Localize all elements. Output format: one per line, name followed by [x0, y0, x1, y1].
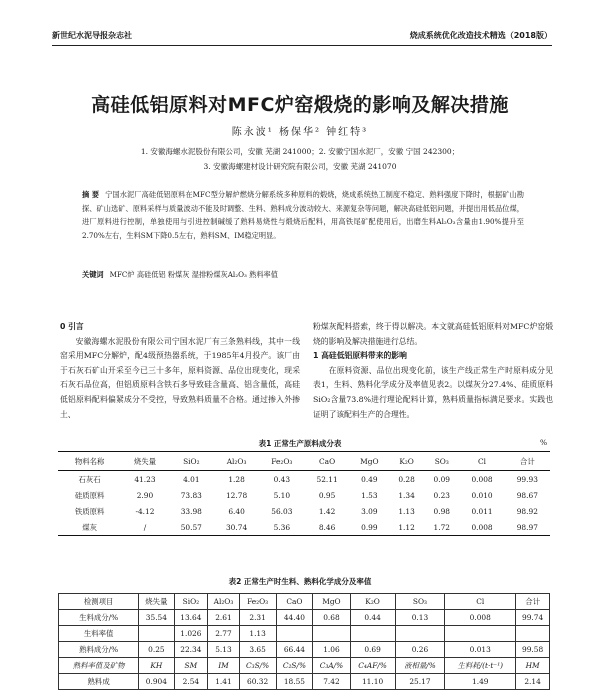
table2-cell: 生料成分/% — [59, 610, 139, 626]
table2-cell: 5.13 — [208, 642, 239, 658]
table1-cell: 0.95 — [318, 490, 336, 500]
table2-cell: 0.69 — [350, 642, 395, 658]
table1-cell: 99.93 — [516, 474, 538, 484]
table1-cell: 0.008 — [471, 522, 493, 532]
table1-cell: 0.98 — [433, 506, 451, 516]
table2-header-cell: 烧失量 — [139, 594, 174, 610]
table2-header-cell: CaO — [276, 594, 313, 610]
table1-cell: 铁质原料 — [74, 506, 105, 516]
table1-cell: 1.53 — [361, 490, 378, 500]
collection-name: 烧成系统优化改造技术精选（2018版） — [409, 31, 552, 40]
table1-row — [58, 519, 550, 536]
table2-cell: 1.13 — [239, 626, 276, 642]
table1-row — [58, 503, 550, 519]
table1-cell: 8.46 — [318, 522, 336, 532]
table1-unit: % — [540, 438, 548, 447]
table2-cell: 0.13 — [395, 610, 445, 626]
table2-header-cell: SO₃ — [395, 594, 445, 610]
table2-subheader-cell: 液相量/% — [395, 658, 445, 674]
table2-cell: 66.44 — [276, 642, 313, 658]
table2-cell: 2.14 — [516, 674, 550, 690]
table2-cell: 35.54 — [139, 610, 174, 626]
table1-header-cell: Cl — [459, 452, 504, 471]
table2-subheader-cell: C₄AF/% — [350, 658, 395, 674]
keywords-label: 关键词 — [82, 270, 104, 279]
table2-cell: 1.49 — [445, 674, 516, 690]
table2-cell: 0.904 — [139, 674, 174, 690]
table1-header-cell: 合计 — [505, 452, 550, 471]
table1-cell: 煤灰 — [82, 522, 98, 532]
table1-cell: 52.11 — [316, 474, 338, 484]
table2-subheader-row — [59, 658, 550, 674]
table1-cell: -4.12 — [135, 506, 155, 516]
table1-cell: 41.23 — [134, 474, 156, 484]
table2-header-row — [59, 594, 550, 610]
table2-subheader-cell: C₂S/% — [276, 658, 313, 674]
paper-title: 高硅低铝原料对MFC炉窑煅烧的影响及解决措施 — [91, 94, 509, 116]
table1-cell: 0.43 — [273, 474, 291, 484]
table1-header-cell: 烧失量 — [121, 452, 168, 471]
table1-header-cell: Al₂O₃ — [214, 452, 259, 471]
table2-subheader-cell: SM — [174, 658, 208, 674]
keywords-text: MFC炉 高硅低铝 粉煤灰 湿排粉煤灰Al₂O₃ 熟料率值 — [109, 270, 278, 279]
table2-cell: 18.55 — [276, 674, 313, 690]
table2-cell: 1.41 — [208, 674, 239, 690]
table2-cell: 0.008 — [445, 610, 516, 626]
table2-row — [59, 674, 550, 690]
table1-cell: 0.09 — [433, 474, 451, 484]
table1-row — [58, 471, 550, 488]
abstract-text: 宁国水泥厂高硅低铝原料在MFC型分解炉燃烧分解系统多种原料的煅烧，烧成系统热工制度不稳定、熟料强度下降时，根据矿山勘探、矿山选矿、原料采样与质量波动不能及时调整、生料、熟料成分波动较大、来源复杂等问题，解决高硅低铝问题，并提出用低品位煤，进厂原料进行控制，单独使用与引进控制碱缓了熟料易烧性与煅烧后配料，用高铁尾矿配使用后，出磨生料Al₂O₃含量由1.90%提升至2.70%左右，生料SM下降0.5左右，熟料SM、IM稳定明显。 — [82, 190, 524, 240]
journal-name: 新世纪水泥导报杂志社 — [52, 31, 132, 40]
table2-cell: 0.44 — [350, 610, 395, 626]
table2-cell — [313, 626, 350, 642]
table2-cell: 2.77 — [208, 626, 239, 642]
table1-cell: 56.03 — [271, 506, 293, 516]
table2-subheader-cell: IM — [208, 658, 239, 674]
table2-row — [59, 626, 550, 642]
table2-cell: 99.58 — [516, 642, 550, 658]
table2-header-cell: Cl — [445, 594, 516, 610]
table1-cell: 1.28 — [228, 474, 245, 484]
table1-header-row — [58, 452, 550, 471]
table1-cell: 3.09 — [361, 506, 378, 516]
table2-header-cell: Fe₂O₃ — [239, 594, 276, 610]
running-header — [52, 30, 552, 44]
table1-cell: 0.99 — [361, 522, 378, 532]
table1-cell: 4.01 — [183, 474, 200, 484]
table2-cell: 2.54 — [174, 674, 208, 690]
table1-cell: 6.40 — [228, 506, 245, 516]
table2-cell: 2.31 — [239, 610, 276, 626]
table2-cell: 0.68 — [313, 610, 350, 626]
table2-subheader-cell: C₃A/% — [313, 658, 350, 674]
table1-cell: 5.36 — [273, 522, 291, 532]
table1-cell: 0.010 — [471, 490, 493, 500]
table1-caption: 表1 正常生产原料成分表 — [258, 439, 342, 448]
authors: 陈永波¹ 杨保华² 钟红特³ — [231, 127, 369, 138]
affiliation-line-1: 1. 安徽海螺水泥股份有限公司，安徽 芜湖 241000；2. 安徽宁国水泥厂，安徽 宁国 242300； — [140, 147, 460, 156]
table1-header-cell: SiO₂ — [169, 452, 214, 471]
table1-cell: 5.10 — [273, 490, 291, 500]
table1-header-cell: SO₃ — [424, 452, 459, 471]
table2-cell: 7.42 — [313, 674, 350, 690]
table2-cell: 0.26 — [395, 642, 445, 658]
table2-cell: 1.026 — [174, 626, 208, 642]
table2-subheader-cell: 熟料率值及矿物 — [59, 658, 139, 674]
intro-continuation: 粉煤灰配料搭索，终于得以解决。本文就高硅低铝原料对MFC炉窑煅烧的影响及解决措施进行总结。 — [313, 322, 553, 346]
table2-subheader-cell: KH — [139, 658, 174, 674]
table1-cell: 98.92 — [516, 506, 538, 516]
table2-cell: 熟料成分/% — [59, 642, 139, 658]
table2-cell: 熟料成 — [59, 674, 139, 690]
table1-row — [58, 487, 550, 503]
section-intro-heading: 0 引言 — [60, 322, 84, 331]
table1-cell: 0.28 — [398, 474, 415, 484]
table1-cell: 石灰石 — [78, 474, 101, 484]
table2-cell: 1.06 — [313, 642, 350, 658]
table1-header-cell: MgO — [350, 452, 389, 471]
table2-cell: 22.34 — [174, 642, 208, 658]
table1-header-cell: 物料名称 — [58, 452, 121, 471]
table2-cell: 44.40 — [276, 610, 313, 626]
section-1-paragraph: 在原料资源、品位出现变化前，该生产线正常生产时原料成分见表1，生料、熟料化学成分及率值见表2。以煤灰分27.4%、硅质原料SiO₂含量73.8%进行理论配料计算，熟料质量指标满足要求。实践也证明了该配料生产的合理性。 — [313, 365, 553, 419]
table1-cell: 1.72 — [433, 522, 451, 532]
left-column — [60, 320, 300, 422]
table2-cell: 25.17 — [395, 674, 445, 690]
table2 — [58, 593, 550, 690]
table1-cell: 12.78 — [225, 490, 248, 500]
table1-header-cell: K₂O — [389, 452, 424, 471]
table1-header-cell: Fe₂O₃ — [259, 452, 304, 471]
table2-subheader-cell: 生料耗/(t·t⁻¹) — [445, 658, 516, 674]
table2-cell: 2.61 — [208, 610, 239, 626]
table1-cell: 73.83 — [180, 490, 202, 500]
table1-cell: 50.57 — [180, 522, 202, 532]
table2-row — [59, 642, 550, 658]
table1-cell: / — [143, 522, 147, 532]
table1 — [58, 451, 550, 536]
table1-cell: 1.12 — [398, 522, 415, 532]
table1-cell: 98.97 — [516, 522, 538, 532]
table2-cell: 99.74 — [516, 610, 550, 626]
affiliation-line-2: 3. 安徽海螺建材设计研究院有限公司，安徽 芜湖 241070 — [203, 162, 397, 171]
table2-row — [59, 610, 550, 626]
table2-subheader-cell: HM — [516, 658, 550, 674]
table2-cell: 3.65 — [239, 642, 276, 658]
abstract-label: 摘 要 — [82, 190, 100, 199]
right-column — [313, 320, 553, 422]
table2-header-cell: SiO₂ — [174, 594, 208, 610]
table2-header-cell: 检测项目 — [59, 594, 139, 610]
table2-header-cell: MgO — [313, 594, 350, 610]
table1-header-cell: CaO — [304, 452, 349, 471]
table1-cell: 0.008 — [471, 474, 493, 484]
table2-cell: 0.25 — [139, 642, 174, 658]
table2-cell — [395, 626, 445, 642]
table2-cell — [445, 626, 516, 642]
table2-caption: 表2 正常生产时生料、熟料化学成分及率值 — [228, 577, 372, 586]
table2-cell: 13.64 — [174, 610, 208, 626]
table1-cell: 1.13 — [398, 506, 415, 516]
keywords — [82, 270, 524, 280]
table1-cell: 0.23 — [433, 490, 451, 500]
table1-cell: 30.74 — [225, 522, 248, 532]
table1-cell: 1.42 — [318, 506, 336, 516]
table2-cell — [350, 626, 395, 642]
table1-cell: 0.49 — [361, 474, 378, 484]
table1-cell: 33.98 — [180, 506, 202, 516]
table1-cell: 硅质原料 — [74, 490, 105, 500]
table2-cell — [276, 626, 313, 642]
intro-paragraph: 安徽海螺水泥股份有限公司宁国水泥厂有三条熟料线，其中一线窑采用MFC分解炉，配4级预热器系统，于1985年4月投产。该厂由于石灰石矿山开采至今已三十多年，原料资源、品位出现变化，现采石灰石品位高，但铝质原料含铁石多导致硅含量高、铝含量低，高硅低铝原料配料偏紧成分不受控，导致熟料质量不合格。通过掺入外掺土、 — [60, 336, 300, 419]
table2-cell — [139, 626, 174, 642]
table2-header-cell: Al₂O₃ — [208, 594, 239, 610]
table2-cell: 60.32 — [239, 674, 276, 690]
table1-cell: 98.67 — [516, 490, 538, 500]
abstract — [82, 188, 524, 242]
table2-cell — [516, 626, 550, 642]
table2-cell: 11.10 — [350, 674, 395, 690]
table2-cell: 生料率值 — [59, 626, 139, 642]
table1-cell: 2.90 — [136, 490, 154, 500]
header-rule — [52, 45, 552, 46]
section-1-heading: 1 高硅低铝原料带来的影响 — [313, 351, 407, 361]
table2-header-cell: 合计 — [516, 594, 550, 610]
table2-cell: 0.013 — [445, 642, 516, 658]
table1-cell: 0.011 — [471, 506, 493, 516]
table2-header-cell: K₂O — [350, 594, 395, 610]
table2-subheader-cell: C₃S/% — [239, 658, 276, 674]
table1-cell: 1.34 — [398, 490, 415, 500]
